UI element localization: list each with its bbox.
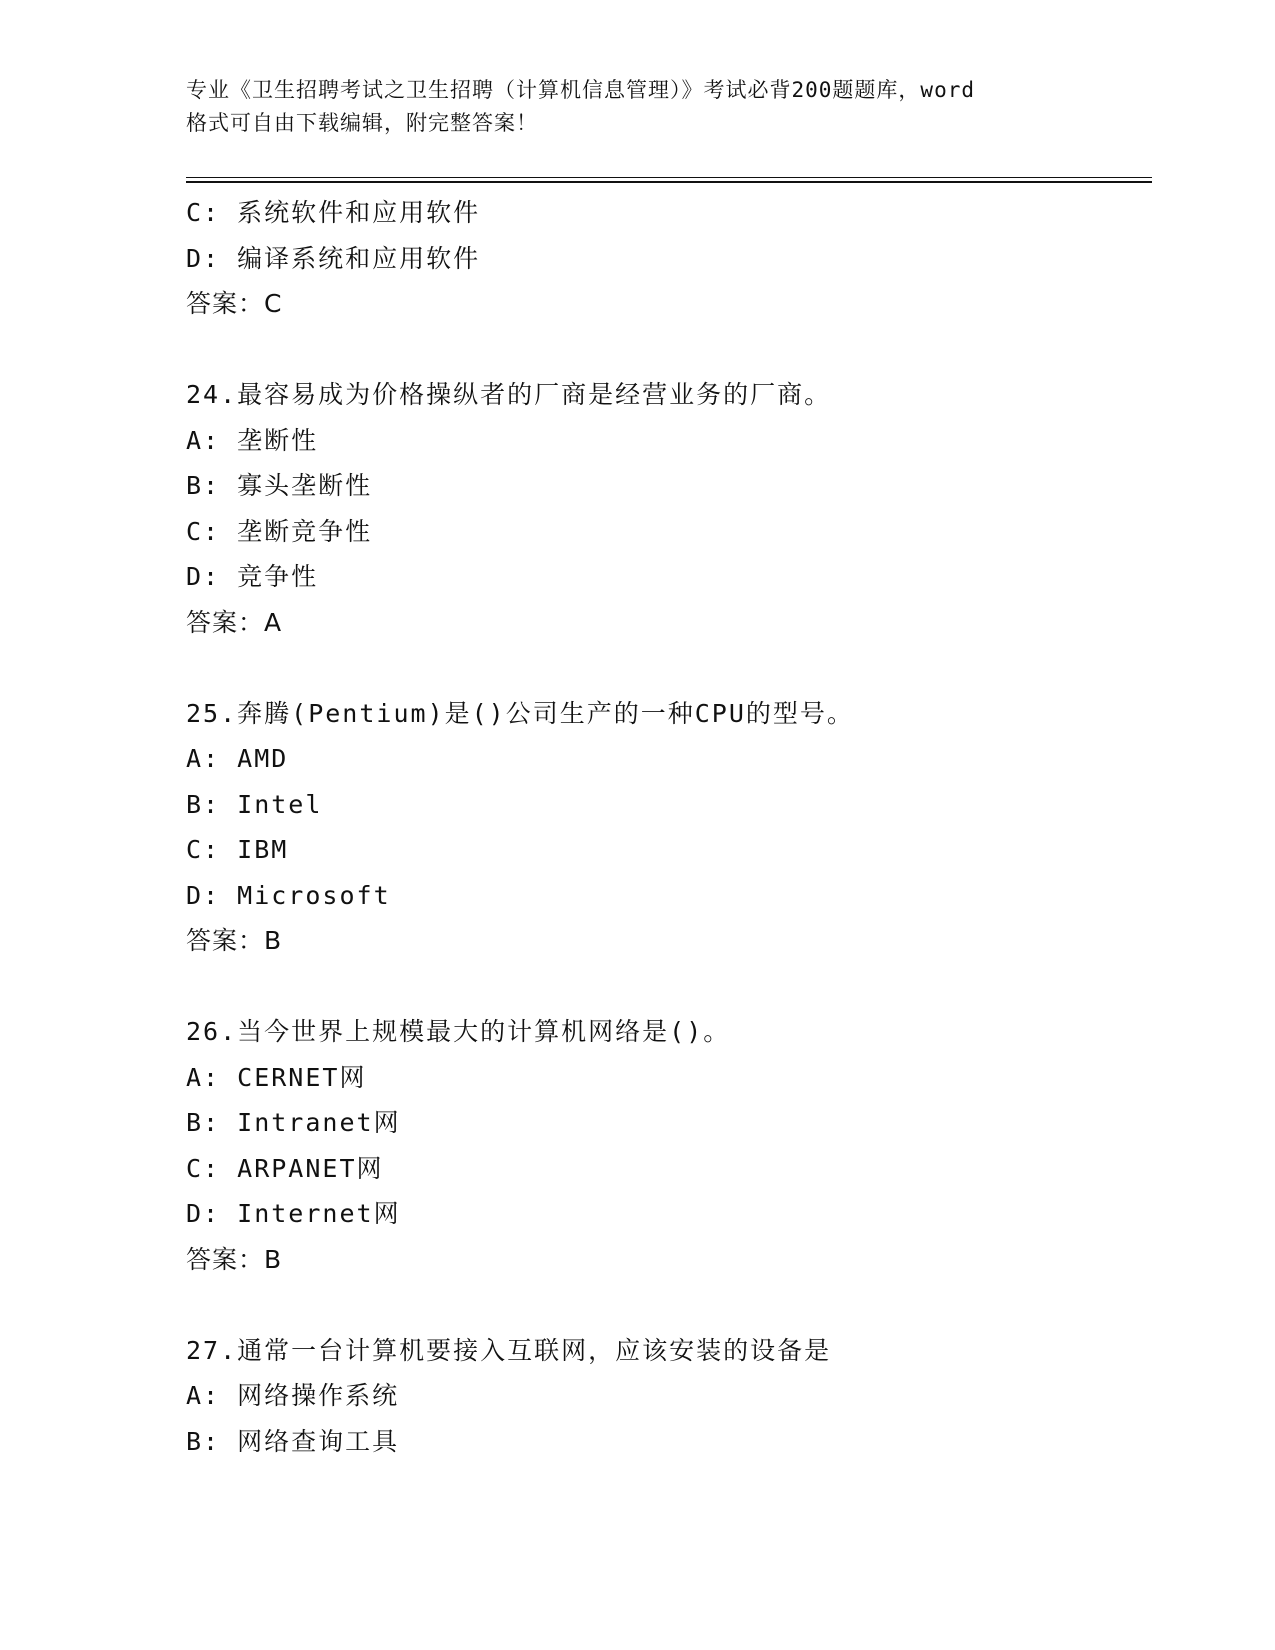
- question-block-23: [186, 190, 1146, 327]
- option-b: B: 网络查询工具: [186, 1426, 400, 1456]
- question-block-27: [186, 1328, 1146, 1465]
- option-d: D: 竞争性: [186, 562, 319, 591]
- option-d: D: Internet网: [186, 1199, 401, 1228]
- question-text: 25.奔腾(Pentium)是()公司生产的一种CPU的型号。: [186, 698, 854, 728]
- option-b: B: Intranet网: [186, 1108, 401, 1137]
- question-block-24: [186, 372, 1146, 645]
- header-line-2: 格式可自由下载编辑，附完整答案！: [186, 111, 538, 135]
- question-block-26: [186, 1009, 1146, 1282]
- option-a: A: 网络操作系统: [186, 1381, 400, 1410]
- option-a: A: 垄断性: [186, 425, 319, 455]
- option-c: C: 垄断竞争性: [186, 516, 373, 546]
- answer: 答案：A: [186, 607, 283, 637]
- option-c: C: 系统软件和应用软件: [186, 198, 481, 227]
- option-c: C: ARPANET网: [186, 1153, 384, 1183]
- question-text: 26.当今世界上规模最大的计算机网络是()。: [186, 1017, 731, 1046]
- option-a: A: CERNET网: [186, 1062, 367, 1092]
- option-d: D: Microsoft: [186, 880, 391, 910]
- option-c: C: IBM: [186, 835, 289, 864]
- answer: 答案：B: [186, 926, 283, 955]
- document-header: [186, 74, 1086, 140]
- answer: 答案：C: [186, 289, 283, 318]
- header-divider-thick: [186, 181, 1152, 183]
- question-text: 24.最容易成为价格操纵者的厂商是经营业务的厂商。: [186, 380, 832, 409]
- question-block-25: [186, 691, 1146, 964]
- option-b: B: Intel: [186, 789, 323, 819]
- option-b: B: 寡头垄断性: [186, 471, 373, 500]
- option-d: D: 编译系统和应用软件: [186, 243, 481, 273]
- option-a: A: AMD: [186, 744, 289, 773]
- answer: 答案：B: [186, 1244, 283, 1274]
- header-line-1: 专业《卫生招聘考试之卫生招聘（计算机信息管理）》考试必背200题题库，word: [186, 78, 975, 102]
- question-list: [186, 190, 1146, 1464]
- header-divider-thin: [186, 177, 1152, 178]
- question-text: 27.通常一台计算机要接入互联网，应该安装的设备是: [186, 1335, 832, 1365]
